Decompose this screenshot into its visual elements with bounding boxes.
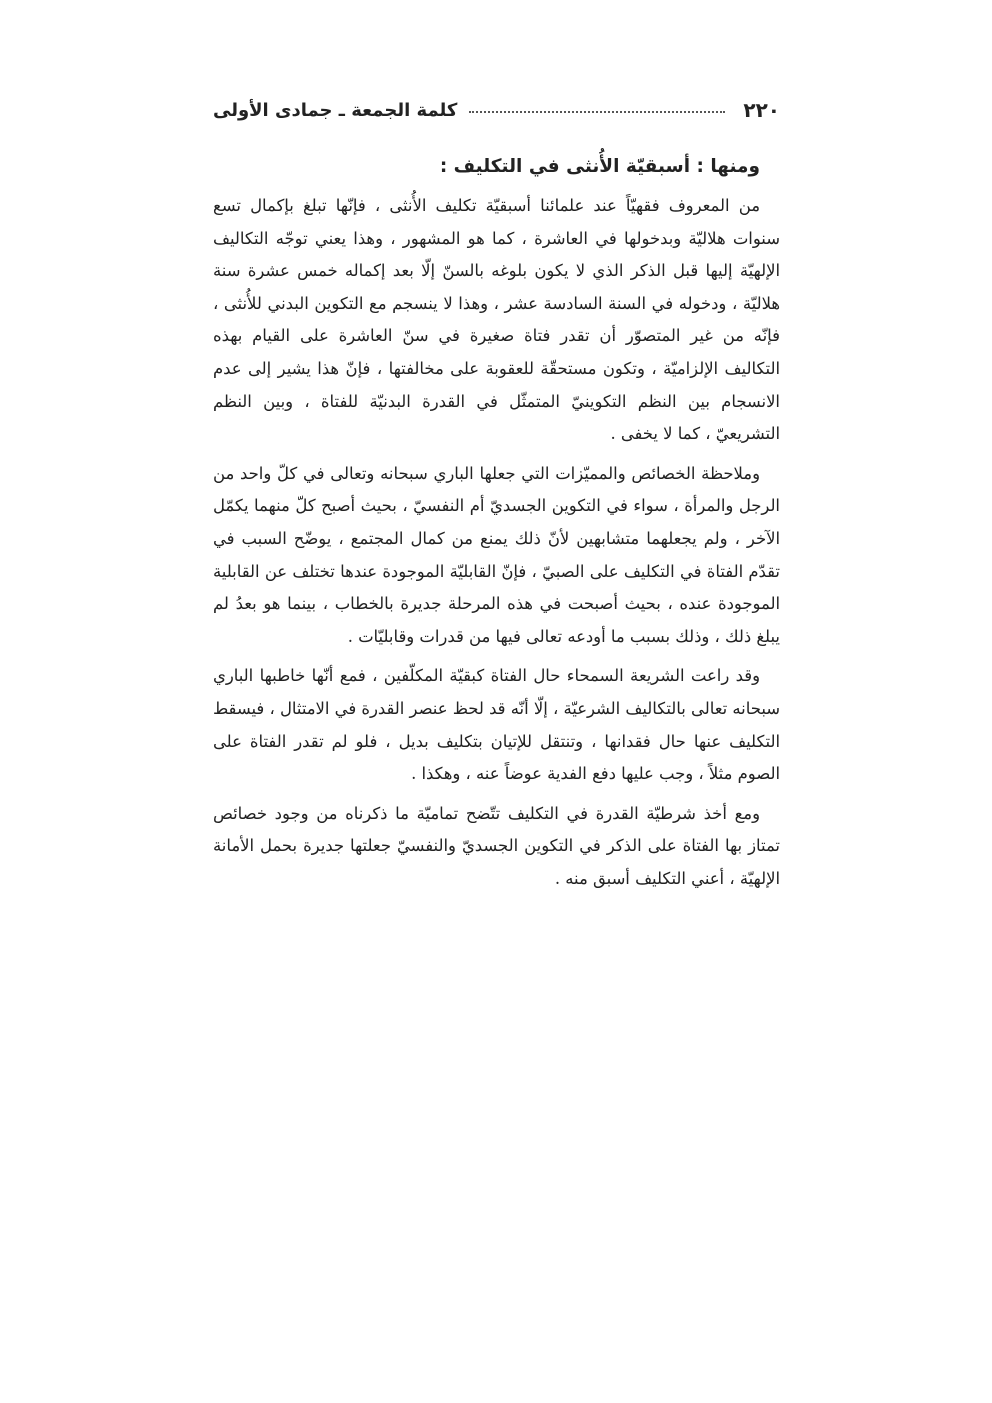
paragraph: من المعروف فقهيّاً عند علمائنا أسبقيّة تكليف الأُنثى ، فإنّها تبلغ بإكمال تسع سنوات هلاليّة وبدخولها في العاشرة ، كما هو المشهور ، وهذا يعني توجّه التكاليف الإلهيّة إليها قبل الذكر الذي لا يكون بلوغه بالسنّ إلّا بعد إكماله خمس عشرة سنة هلاليّة ، ودخوله في السنة السادسة عشر ، وهذا لا ينسجم مع التكوين البدني للأُنثى ، فإنّه من غير المتصوّر أن تقدر فتاة صغيرة في سنّ العاشرة على القيام بهذه التكاليف الإلزاميّة ، وتكون مستحقّة للعقوبة على مخالفتها ، فإنّ هذا يشير إلى عدم الانسجام بين النظم التكوينيّ المتمثّل في القدرة البدنيّة للفتاة ، وبين النظم التشريعيّ ، كما لا يخفى .: [213, 196, 780, 444]
running-header: [213, 92, 780, 128]
header-title: كلمة الجمعة ـ جمادى الأولى: [213, 99, 458, 121]
page-body: [213, 150, 780, 902]
paragraph: وقد راعت الشريعة السمحاء حال الفتاة كبقيّة المكلّفين ، فمع أنّها خاطبها الباري سبحانه تعالى بالتكاليف الشرعيّة ، إلّا أنّه قد لحظ عنصر القدرة في الامتثال ، فيسقط التكليف عنها حال فقدانها ، وتنتقل للإتيان بتكليف بديل ، فلو لم تقدر الفتاة على الصوم مثلاً ، وجب عليها دفع الفدية عوضاً عنه ، وهكذا .: [213, 666, 780, 784]
paragraph: وملاحظة الخصائص والمميّزات التي جعلها الباري سبحانه وتعالى في كلّ واحد من الرجل والمرأة ، سواء في التكوين الجسديّ أم النفسيّ ، بحيث أصبح كلّ منهما يكمّل الآخر ، ولم يجعلهما متشابهين لأنّ ذلك يمنع من كمال المجتمع ، يوضّح السبب في تقدّم الفتاة في التكليف على الصبيّ ، فإنّ القابليّة الموجودة عندها تختلف عن القابلية الموجودة عنده ، بحيث أصبحت في هذه المرحلة جديرة بالخطاب ، بينما هو بعدُ لم يبلغ ذلك ، وذلك بسبب ما أودعه تعالى فيها من قدرات وقابليّات .: [213, 463, 780, 646]
page-number: ٢٢٠: [743, 98, 780, 122]
dot-leader: [469, 111, 725, 113]
paragraph: ومع أخذ شرطيّة القدرة في التكليف تتّضح تماميّة ما ذكرناه من وجود خصائص تمتاز بها الفتاة على الذكر في التكوين الجسديّ والنفسيّ جعلتها جديرة بحمل الأمانة الإلهيّة ، أعني التكليف أسبق منه .: [213, 803, 780, 888]
section-heading: ومنها : أسبقيّة الأُنثى في التكليف :: [439, 156, 760, 177]
